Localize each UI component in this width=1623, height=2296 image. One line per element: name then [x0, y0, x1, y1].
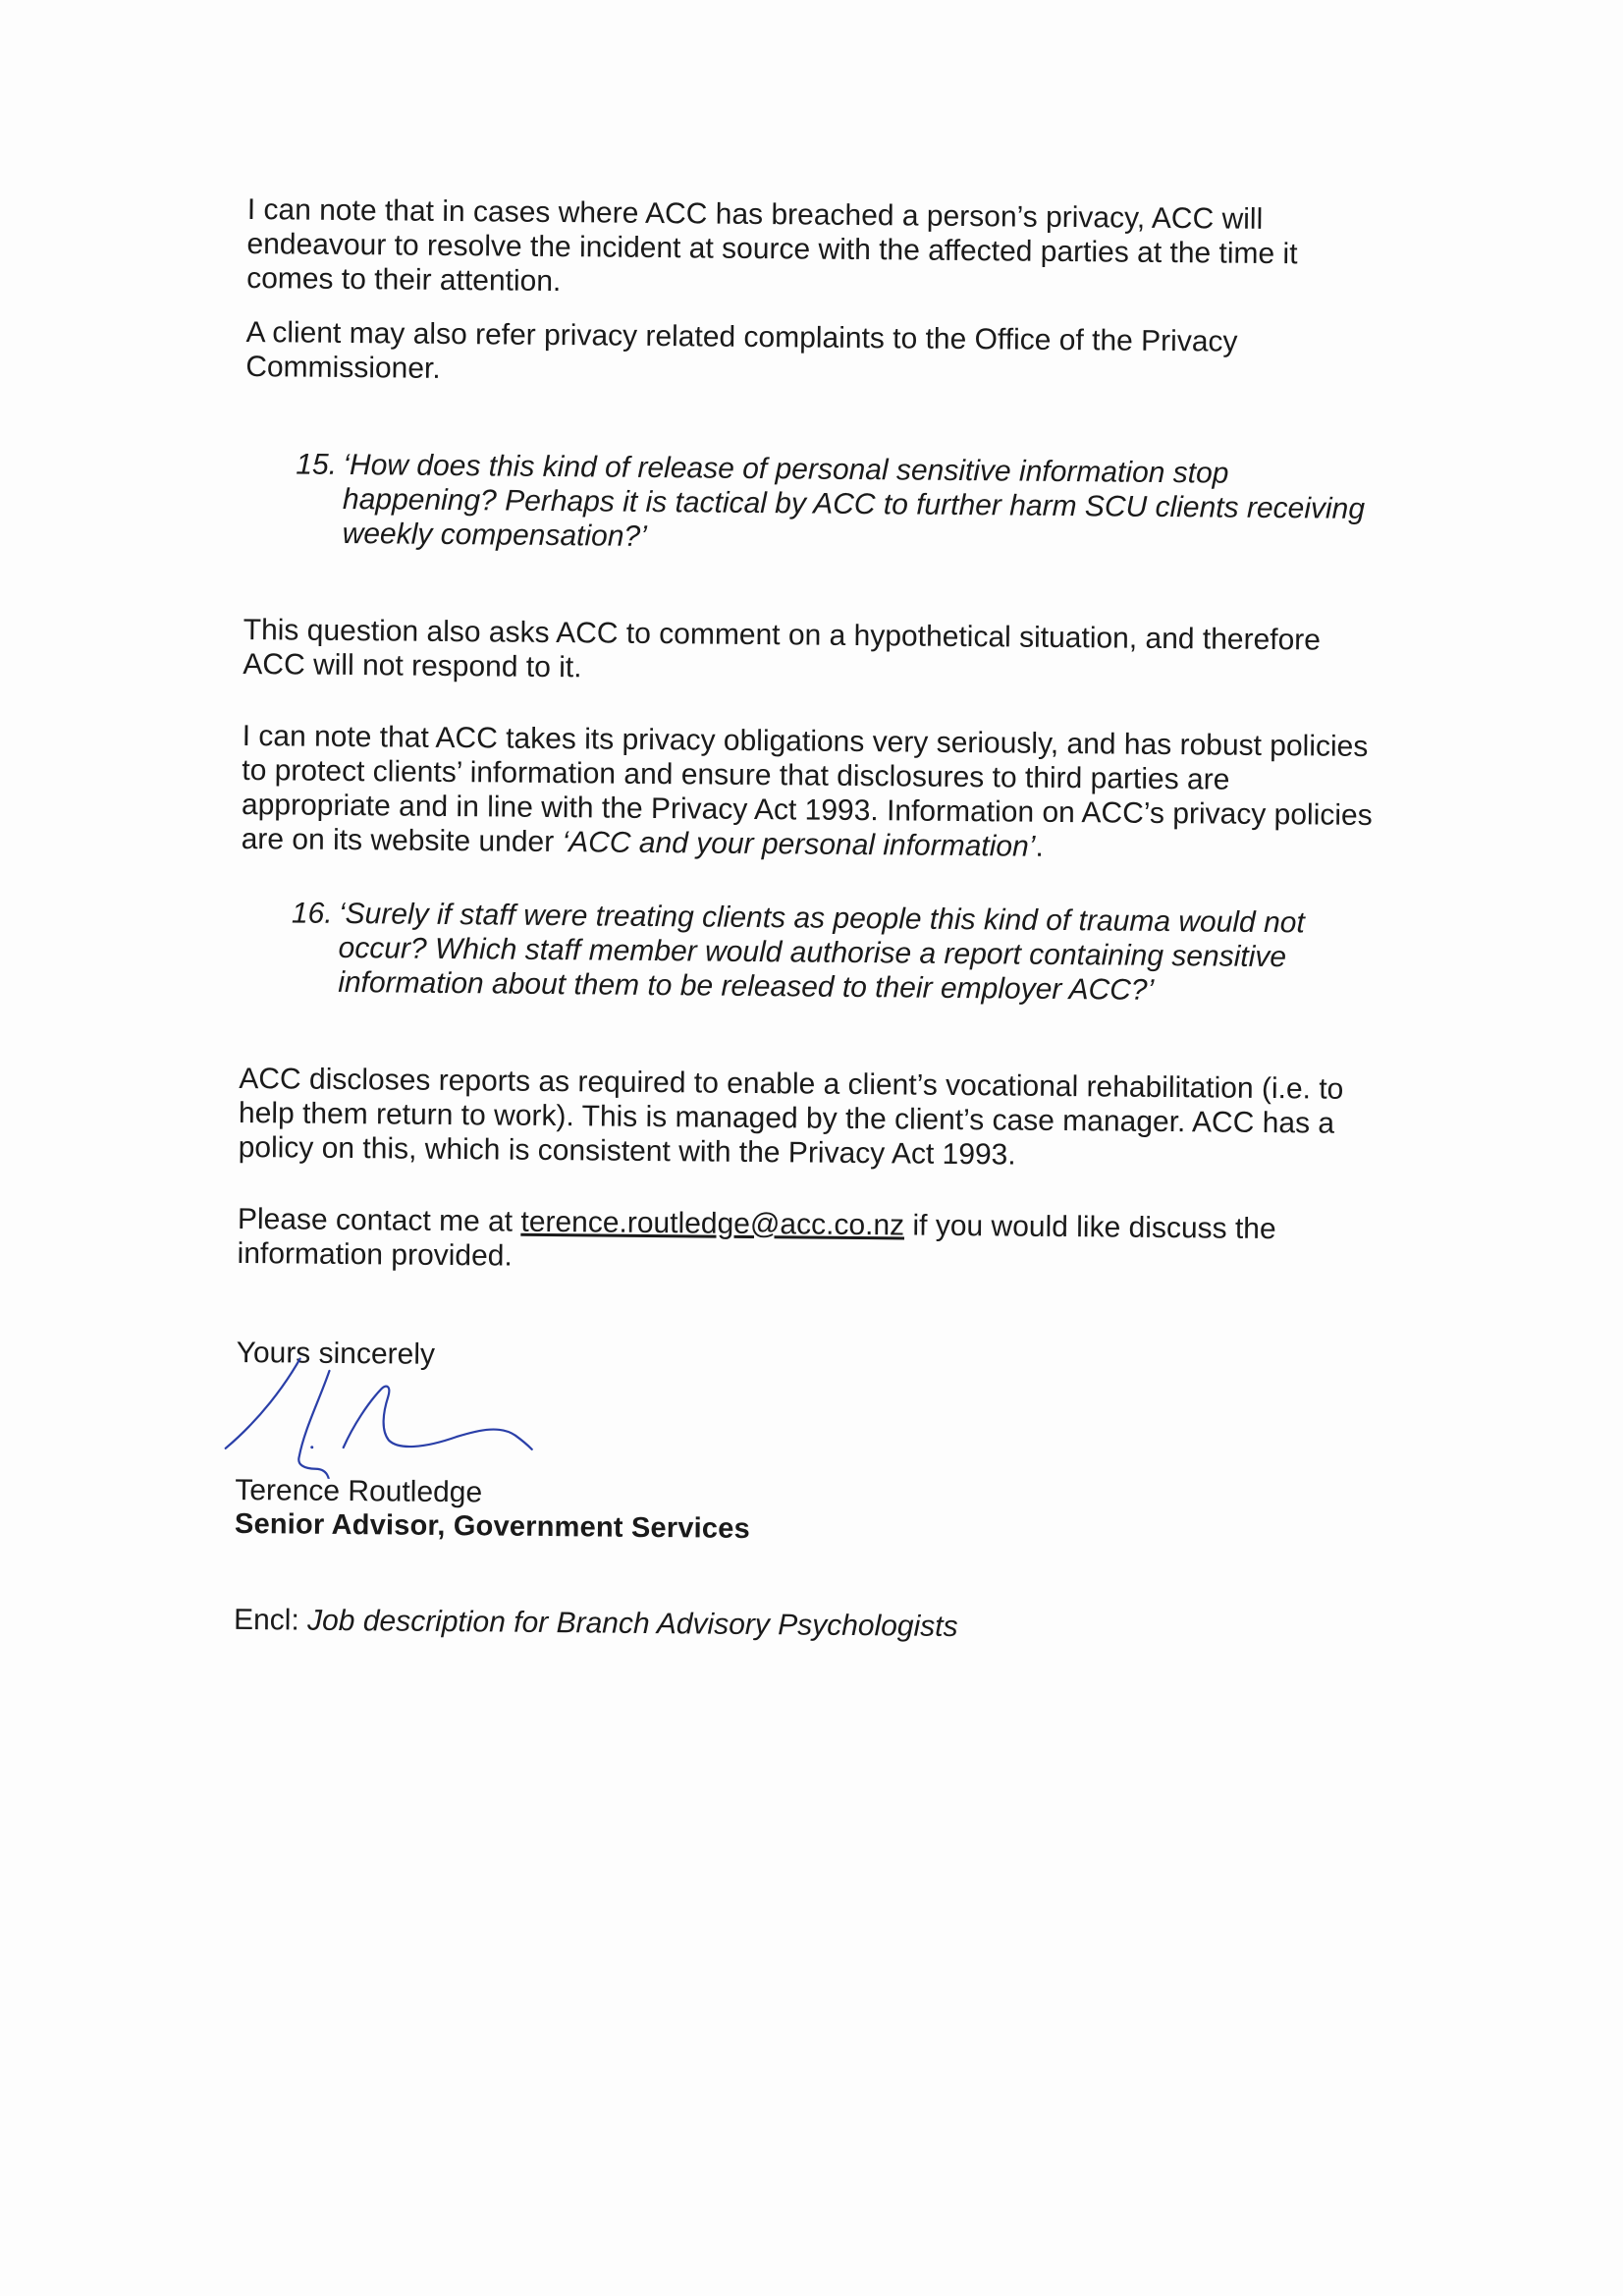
- letter-body: [234, 192, 1386, 1648]
- paragraph-breach-note: I can note that in cases where ACC has breached a person’s privacy, ACC will endeavour to resolve the incident at source with the affected parties at the time it comes to their attention.: [246, 192, 1298, 299]
- contact-text-before: Please contact me at: [237, 1202, 514, 1238]
- question-15-text: ‘How does this kind of release of personal sensitive information stop happening? Perhaps it is tactical by ACC to further harm SCU clients receiving weekly compensation?’: [342, 448, 1366, 553]
- paragraph-privacy-commissioner: A client may also refer privacy related complaints to the Office of the Privacy Commissioner.: [245, 315, 1238, 385]
- signer-title: Senior Advisor, Government Services: [234, 1507, 751, 1545]
- handwritten-signature: [205, 1331, 619, 1482]
- paragraph-disclosure: ACC discloses reports as required to enable a client’s vocational rehabilitation (i.e. to help them return to work). This is managed by the client’s case manager. ACC has a policy on this, which is consistent with the Privacy Act 1993.: [238, 1062, 1344, 1172]
- question-16-text: ‘Surely if staff were treating clients as people this kind of trauma would not occur? Which staff member would authorise a report containing sensitive information about them to be released to their employer ACC?’: [338, 897, 1305, 1007]
- privacy-obligations-text: I can note that ACC takes its privacy obligations very seriously, and has robust policies to protect clients’ information and ensure that disclosures to third parties are appropriate and in line with the Privacy Act 1993. Information on ACC’s privacy policies are on its website under: [241, 719, 1373, 859]
- contact-text-after: if you would like discuss the information provided.: [237, 1209, 1276, 1273]
- question-15: [244, 447, 1384, 561]
- privacy-policy-title: ‘ACC and your personal information’: [562, 826, 1036, 863]
- paragraph-hypothetical: This question also asks ACC to comment on a hypothetical situation, and therefore ACC will not respond to it.: [243, 613, 1322, 684]
- enclosure-label: Encl:: [233, 1603, 299, 1637]
- contact-email-link[interactable]: terence.routledge@acc.co.nz: [520, 1205, 905, 1242]
- question-16-number: 16.: [291, 897, 333, 930]
- signer-name: Terence Routledge: [235, 1473, 483, 1509]
- paragraph-privacy-obligations: [242, 719, 1381, 867]
- closing-salutation: Yours sincerely: [236, 1336, 436, 1371]
- enclosure-document: Job description for Branch Advisory Psychologists: [306, 1604, 958, 1644]
- privacy-period: .: [1035, 830, 1044, 863]
- signature-area: [235, 1370, 1375, 1484]
- question-15-number: 15.: [296, 448, 338, 481]
- question-16: [240, 896, 1380, 1010]
- enclosure-line: [234, 1603, 1373, 1648]
- paragraph-contact: [237, 1202, 1377, 1282]
